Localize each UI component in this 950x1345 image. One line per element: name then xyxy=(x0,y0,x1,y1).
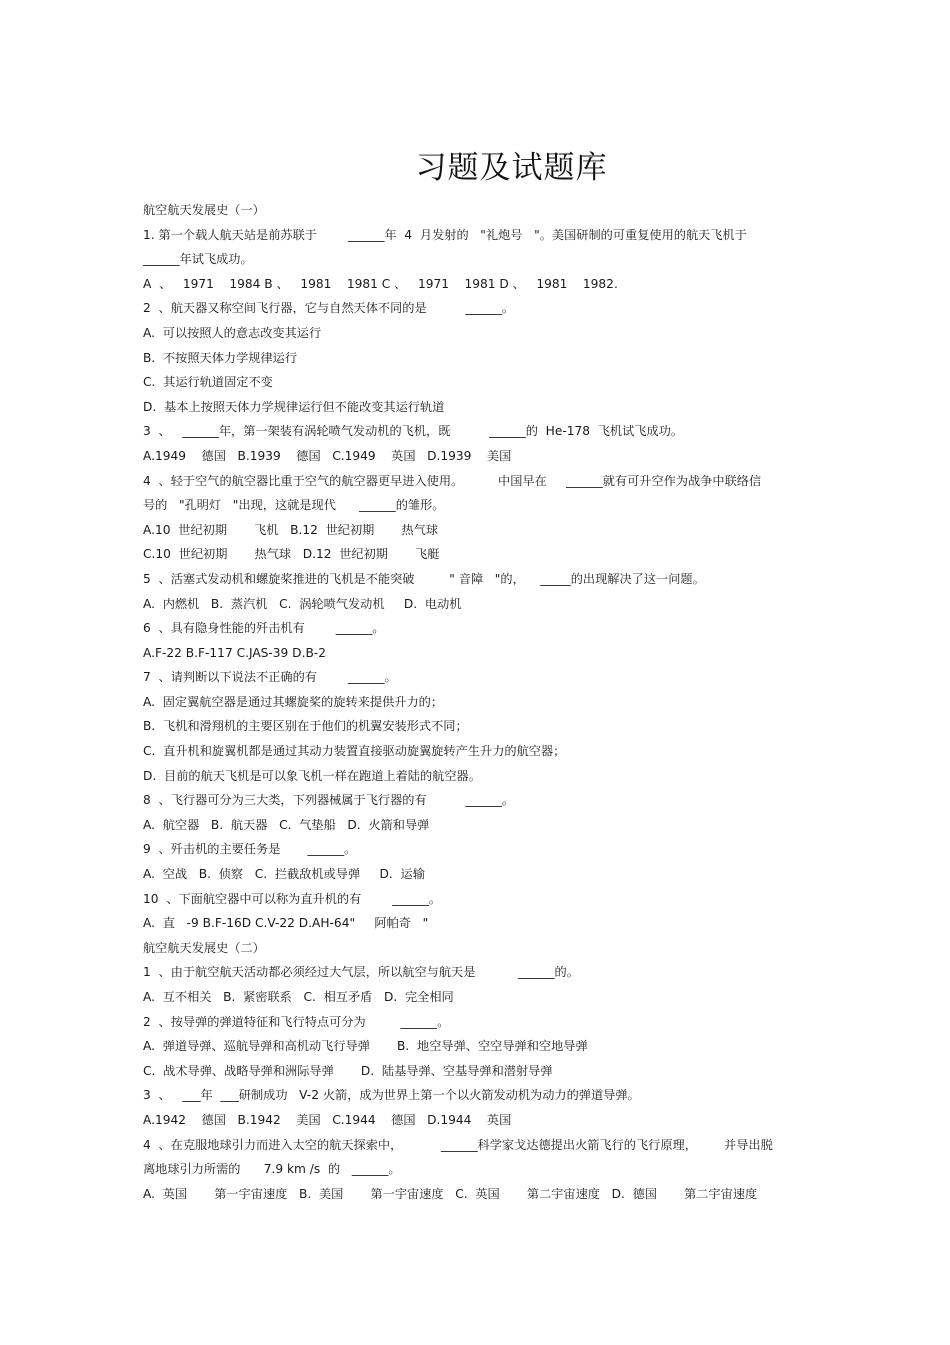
option-text: A. 可以按照人的意志改变其运行 xyxy=(143,325,322,340)
question-text: 号的 "孔明灯 "出现，这就是现代 ______的雏形。 xyxy=(143,498,445,513)
question-text: 6 、具有隐身性能的歼击机有 ______。 xyxy=(143,621,385,636)
option-text: A 、 1971 1984 B 、 1981 1981 C 、 1971 1981 D 、 1981 1982. xyxy=(143,276,618,291)
document-title: 习题及试题库 xyxy=(415,150,608,186)
question-text: 10 、下面航空器中可以称为直升机的有 ______。 xyxy=(143,891,441,906)
option-text: A.1942 德国 B.1942 美国 C.1944 德国 D.1944 英国 xyxy=(143,1112,512,1127)
document-body xyxy=(143,198,840,1206)
question-text: 7 、请判断以下说法不正确的有 ______。 xyxy=(143,670,397,685)
question-text: 8 、飞行器可分为三大类，下列器械属于飞行器的有 ______。 xyxy=(143,793,515,808)
question-text: ______年试飞成功。 xyxy=(143,252,253,267)
option-text: B. 不按照天体力学规律运行 xyxy=(143,350,298,365)
option-text: A. 空战 B. 侦察 C. 拦截敌机或导弹 D. 运输 xyxy=(143,867,425,882)
question-text: 离地球引力所需的 7.9 km /s 的 ______。 xyxy=(143,1162,401,1177)
section-heading: 航空航天发展史（二） xyxy=(143,940,265,955)
option-text: C. 战术导弹、战略导弹和洲际导弹 D. 陆基导弹、空基导弹和潜射导弹 xyxy=(143,1063,553,1078)
option-text: C. 直升机和旋翼机都是通过其动力装置直接驱动旋翼旋转产生升力的航空器； xyxy=(143,744,566,759)
question-text: 2 、航天器又称空间飞行器，它与自然天体不同的是 ______。 xyxy=(143,301,515,316)
option-text: A.1949 德国 B.1939 德国 C.1949 英国 D.1939 美国 xyxy=(143,448,512,463)
option-text: A.10 世纪初期 飞机 B.12 世纪初期 热气球 xyxy=(143,522,439,537)
option-text: A. 航空器 B. 航天器 C. 气垫船 D. 火箭和导弹 xyxy=(143,817,430,832)
option-text: D. 基本上按照天体力学规律运行但不能改变其运行轨道 xyxy=(143,399,445,414)
question-text: 2 、按导弹的弹道特征和飞行特点可分为 ______。 xyxy=(143,1014,450,1029)
option-text: A. 固定翼航空器是通过其螺旋桨的旋转来提供升力的； xyxy=(143,694,444,709)
option-text: A.F-22 B.F-117 C.JAS-39 D.B-2 xyxy=(143,645,326,660)
question-text: 3 、 ___年 ___研制成功 V-2 火箭，成为世界上第一个以火箭发动机为动力的弹道导弹。 xyxy=(143,1088,640,1103)
option-text: A. 弹道导弹、巡航导弹和高机动飞行导弹 B. 地空导弹、空空导弹和空地导弹 xyxy=(143,1039,588,1054)
option-text: B. 飞机和滑翔机的主要区别在于他们的机翼安装形式不同； xyxy=(143,719,468,734)
question-text: 1 、由于航空航天活动都必须经过大气层，所以航空与航天是 ______的。 xyxy=(143,965,579,980)
question-text: 1. 第一个载人航天站是前苏联于 ______年 4 月发射的 "礼炮号 "。美国研制的可重复使用的航天飞机于 xyxy=(143,227,747,242)
question-text: 3 、 ______年，第一架装有涡轮喷气发动机的飞机，既 ______的 He-178 飞机试飞成功。 xyxy=(143,424,684,439)
option-text: A. 英国 第一宇宙速度 B. 美国 第一宇宙速度 C. 英国 第二宇宙速度 D. 德国 第二宇宙速度 xyxy=(143,1186,758,1201)
question-text: 5 、活塞式发动机和螺旋桨推进的飞机是不能突破 " 音障 "的， _____的出现解决了这一问题。 xyxy=(143,571,705,586)
question-text: 4 、轻于空气的航空器比重于空气的航空器更早进入使用。 中国早在 ______就有可升空作为战争中联络信 xyxy=(143,473,762,488)
option-text: A. 直 -9 B.F-16D C.V-22 D.AH-64" 阿帕奇 " xyxy=(143,916,429,931)
section-heading: 航空航天发展史（一） xyxy=(143,203,265,217)
option-text: C. 其运行轨道固定不变 xyxy=(143,375,273,390)
option-text: C.10 世纪初期 热气球 D.12 世纪初期 飞艇 xyxy=(143,547,440,562)
option-text: A. 内燃机 B. 蒸汽机 C. 涡轮喷气发动机 D. 电动机 xyxy=(143,596,462,611)
question-text: 4 、在克服地球引力而进入太空的航天探索中， ______科学家戈达德提出火箭飞行的飞行原理， 并导出脱 xyxy=(143,1137,773,1152)
question-text: 9 、歼击机的主要任务是 ______。 xyxy=(143,842,357,857)
option-text: A. 互不相关 B. 紧密联系 C. 相互矛盾 D. 完全相同 xyxy=(143,990,454,1004)
option-text: D. 目前的航天飞机是可以象飞机一样在跑道上着陆的航空器。 xyxy=(143,768,481,783)
